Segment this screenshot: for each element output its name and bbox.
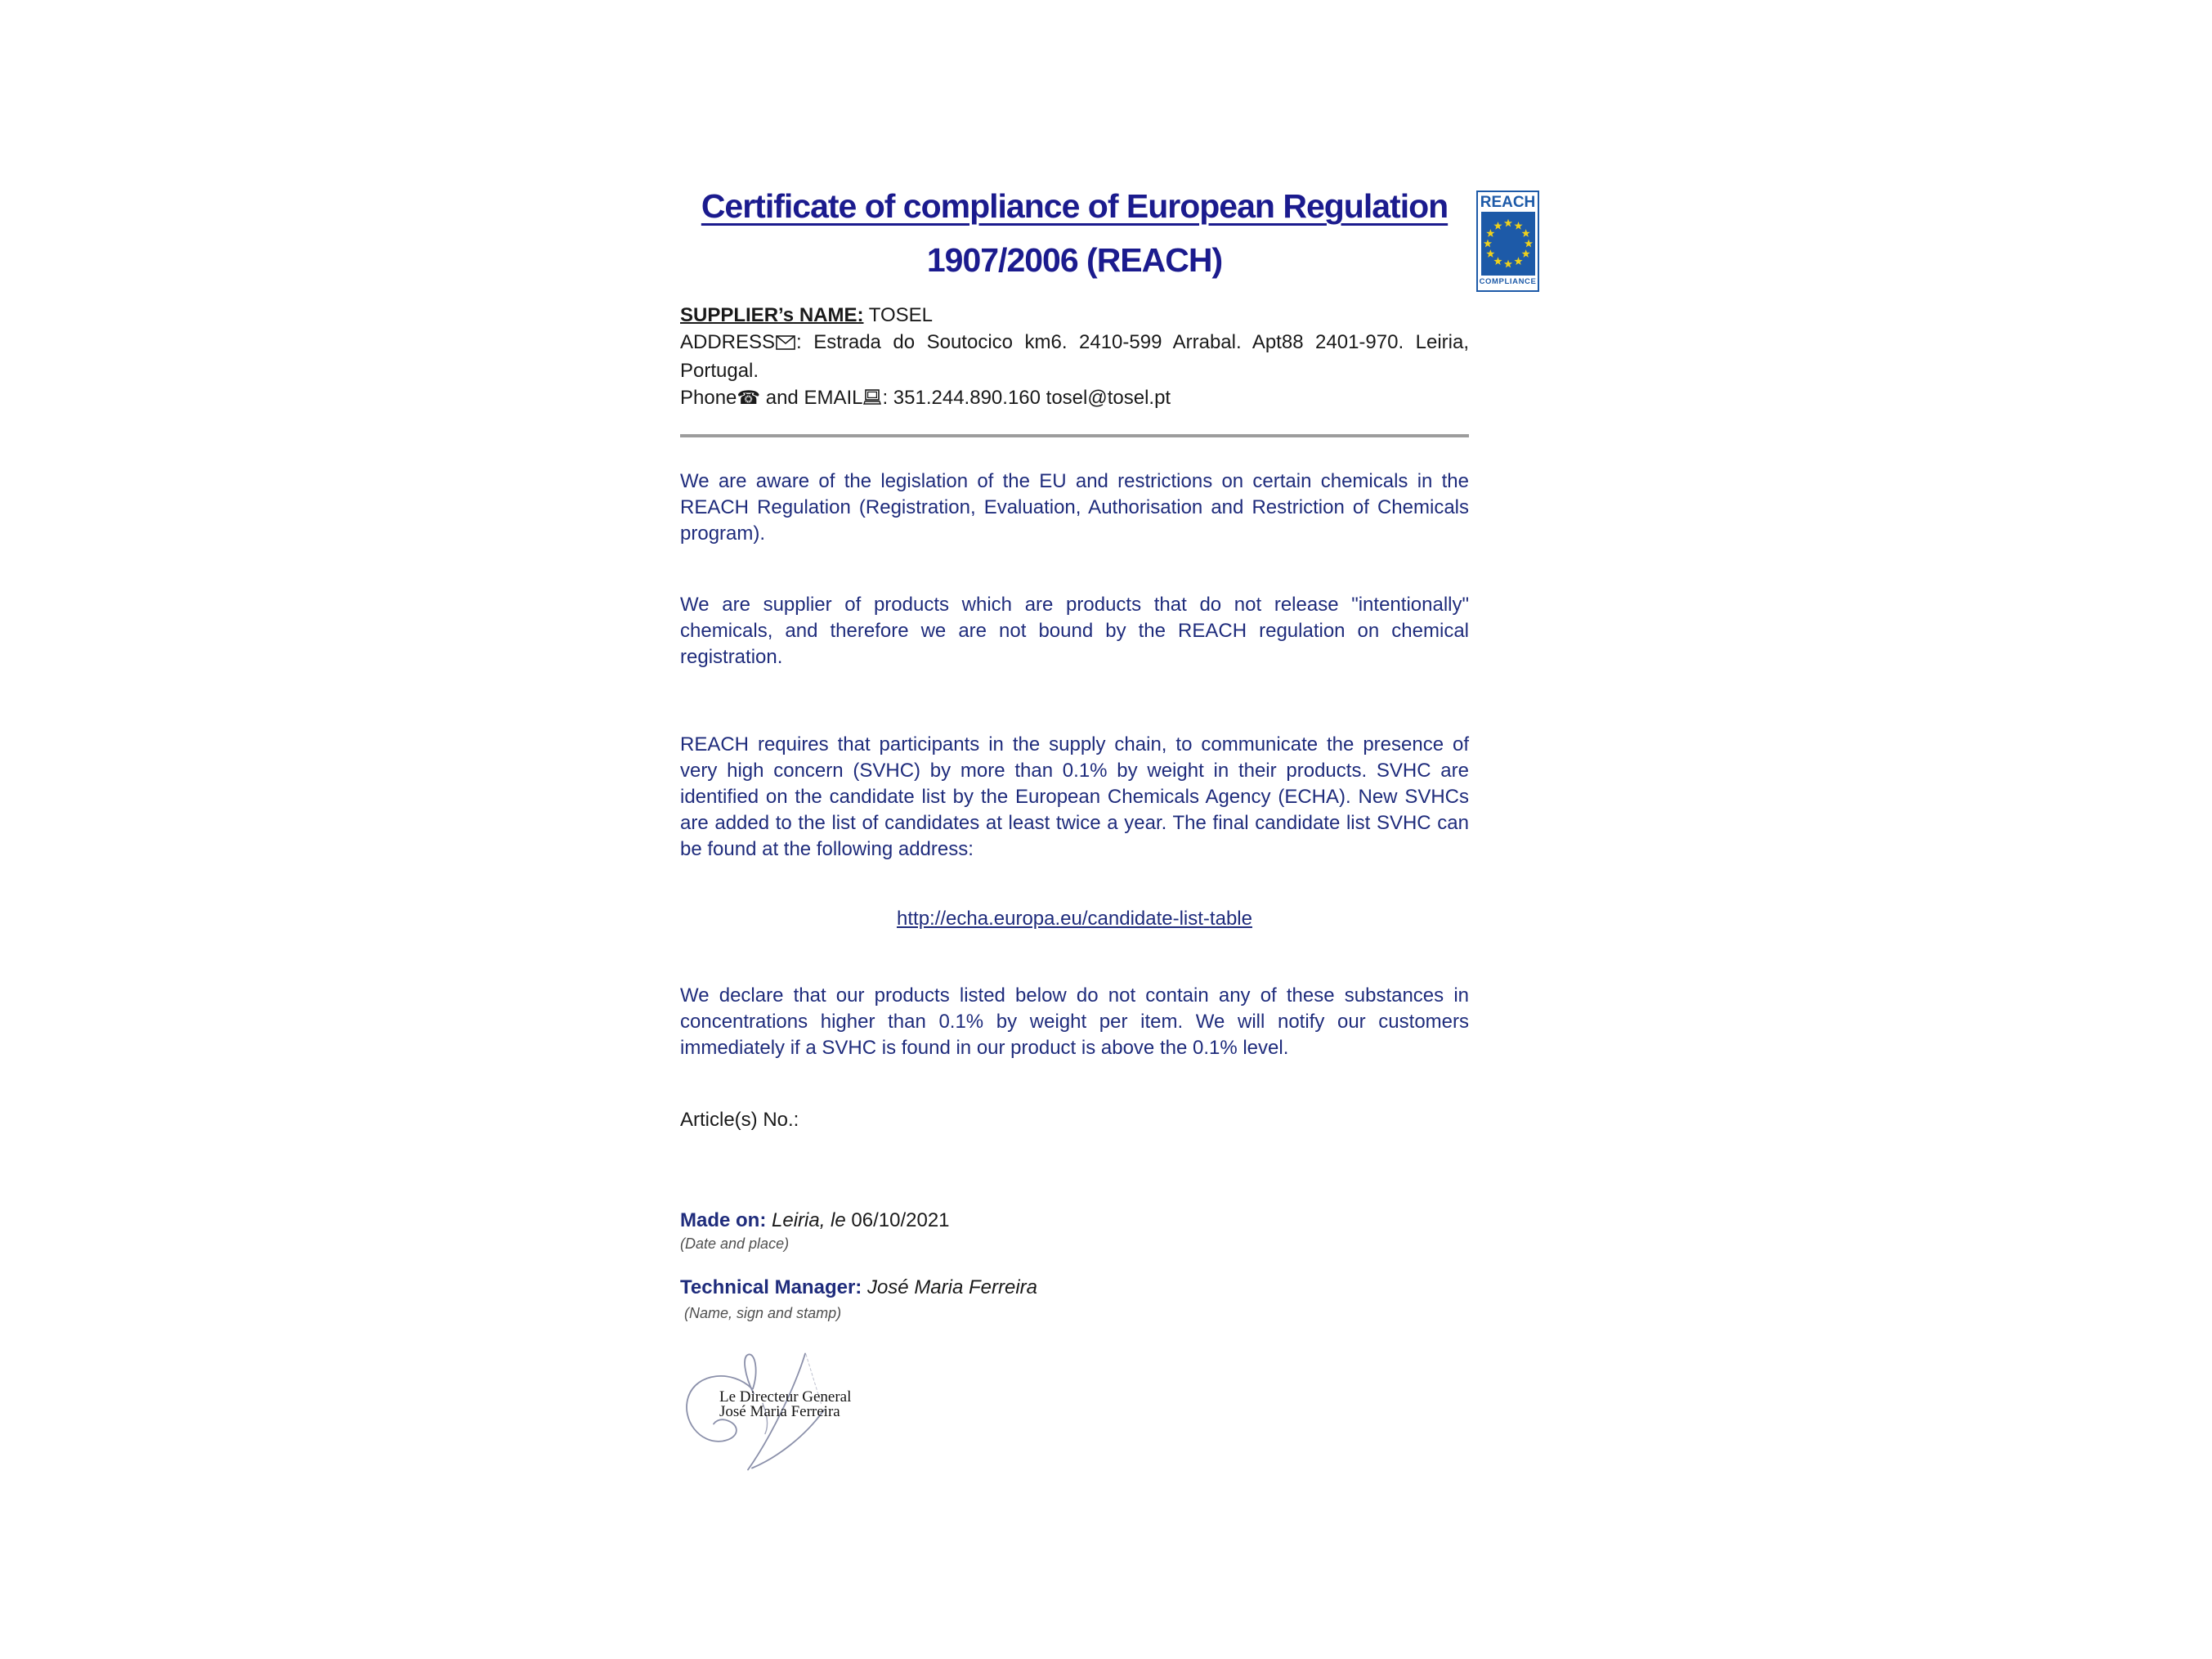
supplier-name-value: TOSEL bbox=[868, 304, 933, 326]
supplier-address-line bbox=[680, 329, 1469, 384]
phone-email-value: : 351.244.890.160 tosel@tosel.pt bbox=[882, 387, 1171, 409]
document-title bbox=[680, 183, 1469, 283]
supplier-phone-line bbox=[680, 384, 1469, 413]
candidate-list-link[interactable]: http://echa.europa.eu/candidate-list-table bbox=[897, 908, 1252, 930]
made-on-place: Leiria, le bbox=[772, 1209, 846, 1231]
paragraph-declaration: We declare that our products listed below do not contain any of these substances in concentrations higher than 0.1% by weight per item. We will notify our customers immediately if a SVHC is found in our product is above the 0.1% level. bbox=[680, 984, 1469, 1059]
made-on-date: 06/10/2021 bbox=[851, 1209, 950, 1231]
signature-text bbox=[719, 1390, 851, 1419]
supplier-name-label: SUPPLIER’s NAME: bbox=[680, 304, 864, 326]
signature-title: Le Directeur General bbox=[719, 1388, 852, 1406]
technical-manager-label: Technical Manager: bbox=[680, 1276, 862, 1298]
logo-compliance-label: COMPLIANCE bbox=[1479, 277, 1537, 286]
made-on-label: Made on: bbox=[680, 1209, 767, 1231]
computer-icon bbox=[863, 386, 881, 413]
date-place-caption: (Date and place) bbox=[680, 1235, 790, 1252]
article-number-label: Article(s) No.: bbox=[680, 1109, 799, 1131]
email-label: and EMAIL bbox=[765, 387, 863, 409]
technical-manager-line bbox=[680, 1276, 1469, 1299]
address-label: ADDRESS bbox=[680, 331, 776, 353]
eu-stars-icon bbox=[1481, 212, 1535, 276]
name-sign-stamp-caption: (Name, sign and stamp) bbox=[684, 1305, 842, 1321]
address-value: : Estrada do Soutocico km6. 2410-599 Arrabal. Apt88 2401-970. Leiria, Portugal. bbox=[680, 331, 1469, 382]
made-on-line bbox=[680, 1209, 1469, 1232]
signature-name: José Maria Ferreira bbox=[719, 1403, 840, 1420]
paragraph-awareness: We are aware of the legislation of the EU and restrictions on certain chemicals in the REACH Regulation (Registration, Evaluation, Authorisation and Restriction of Chemicals program). bbox=[680, 470, 1469, 545]
phone-label: Phone bbox=[680, 387, 737, 409]
reach-compliance-logo bbox=[1476, 191, 1539, 292]
title-line2: 1907/2006 (REACH) bbox=[926, 241, 1223, 279]
supplier-block bbox=[680, 302, 1469, 413]
horizontal-divider bbox=[680, 434, 1469, 437]
eu-stars-flag bbox=[1481, 212, 1535, 276]
title-line1-text: Certificate of compliance of European Regulation bbox=[701, 187, 1449, 225]
candidate-list-link-row bbox=[680, 908, 1469, 930]
supplier-name-line bbox=[680, 302, 1469, 329]
signature-block bbox=[682, 1349, 952, 1504]
title-line1 bbox=[680, 183, 1469, 237]
phone-icon: ☎ bbox=[737, 388, 761, 409]
logo-reach-label: REACH bbox=[1480, 194, 1536, 211]
paragraph-supplier-statement: We are supplier of products which are products that do not release "intentionally" chemicals, and therefore we are not bound by the REACH regulation on chemical registration. bbox=[680, 594, 1469, 668]
paragraph-reach-requirements: REACH requires that participants in the supply chain, to communicate the presence of very high concern (SVHC) by more than 0.1% by weight in their products. SVHC are identified on the candidate list by the European Chemicals Agency (ECHA). New SVHCs are added to the list of candidates at least twice a year. The final candidate list SVHC can be found at the following address: bbox=[680, 733, 1469, 860]
technical-manager-name: José Maria Ferreira bbox=[866, 1276, 1038, 1298]
envelope-icon bbox=[776, 330, 795, 357]
